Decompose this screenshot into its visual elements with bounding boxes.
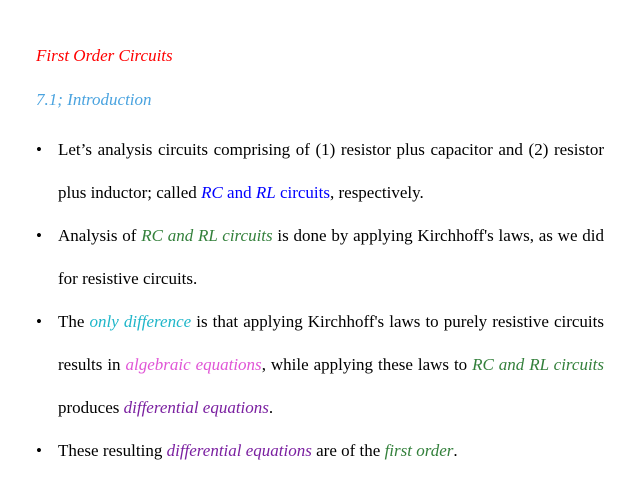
bullet-item-2 bbox=[36, 214, 604, 300]
rc-rl-circuits-term: RC and RL circuits bbox=[141, 226, 273, 245]
bullet-item-3 bbox=[36, 300, 604, 429]
bullet-item-1 bbox=[36, 128, 604, 214]
bullet-dot: • bbox=[36, 226, 42, 245]
bullet-text: , while applying these laws to bbox=[261, 355, 473, 374]
bullet-dot: • bbox=[36, 312, 42, 331]
bullet-text: These resulting bbox=[58, 441, 167, 460]
bullet-text: Analysis of bbox=[58, 226, 142, 245]
bullet-dot: • bbox=[36, 441, 42, 460]
differential-equations-term: differential equations bbox=[166, 441, 312, 460]
rc-term: RC bbox=[201, 183, 223, 202]
bullet-dot: • bbox=[36, 140, 42, 159]
rl-term: RL bbox=[255, 183, 276, 202]
bullet-text: produces bbox=[58, 398, 124, 417]
bullet-text-end: . bbox=[268, 398, 274, 417]
slide-title: First Order Circuits bbox=[36, 46, 173, 65]
bullet-text-end: . bbox=[453, 441, 458, 460]
circuits-term: circuits bbox=[275, 183, 330, 202]
first-order-term: first order bbox=[384, 441, 454, 460]
bullet-text: Let’s analysis circuits comprising of (1) resistor plus capacitor and (2) resistor plus inductor; called bbox=[58, 140, 604, 202]
bullet-item-4 bbox=[36, 429, 604, 472]
bullet-text: is that applying Kirchhoff's laws to purely resistive circuits results in bbox=[58, 312, 604, 374]
bullet-list bbox=[36, 128, 604, 472]
rc-rl-circuits-term: RC and RL circuits bbox=[472, 355, 605, 374]
differential-equations-term: differential equations bbox=[123, 398, 269, 417]
only-difference-term: only difference bbox=[89, 312, 192, 331]
and-term: and bbox=[222, 183, 256, 202]
bullet-text: are of the bbox=[311, 441, 385, 460]
bullet-text-end: , respectively. bbox=[329, 183, 424, 202]
section-heading: 7.1; Introduction bbox=[36, 90, 152, 109]
bullet-text-end: is done by applying Kirchhoff's laws, as we did for resistive circuits. bbox=[58, 226, 604, 288]
algebraic-equations-term: algebraic equations bbox=[125, 355, 262, 374]
bullet-text: The bbox=[58, 312, 90, 331]
